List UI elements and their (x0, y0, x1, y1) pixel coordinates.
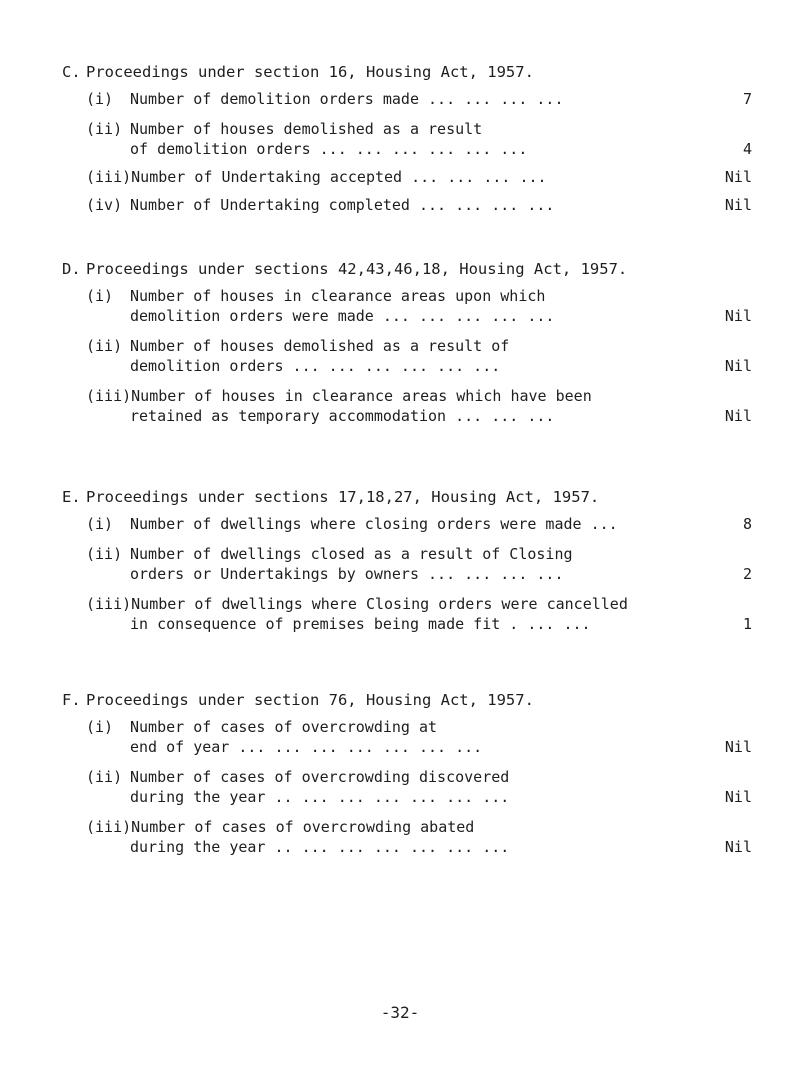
item-text: Number of cases of overcrowding abated (131, 818, 475, 836)
item-text: Number of dwellings where Closing orders were cancelled (131, 595, 628, 613)
item-text: orders or Undertakings by owners ... ... ... ... (130, 565, 564, 583)
item-text: Number of dwellings where closing orders were made ... (130, 515, 618, 533)
item-number: (iii) (86, 168, 132, 186)
section-heading (62, 59, 752, 85)
item-text: Number of cases of overcrowding discovered (130, 768, 510, 786)
item-text: retained as temporary accommodation ... ... ... (130, 407, 555, 425)
item-number: (iv) (86, 196, 123, 214)
item-value: 1 (742, 615, 752, 633)
item-value: Nil (724, 307, 752, 325)
list-item (62, 544, 752, 584)
item-value: Nil (724, 168, 752, 186)
item-number: (ii) (86, 337, 123, 355)
list-item (62, 195, 752, 215)
list-item (62, 817, 752, 857)
item-text: end of year ... ... ... ... ... ... ... (130, 738, 483, 756)
item-number: (i) (86, 90, 114, 108)
item-text: Number of Undertaking completed ... ... ... ... (130, 196, 555, 214)
item-value: Nil (724, 788, 752, 806)
section-letter: E. (62, 488, 81, 506)
item-value: Nil (724, 357, 752, 375)
page-number: -32- (380, 1003, 420, 1022)
item-value: Nil (724, 738, 752, 756)
section-letter: D. (62, 260, 81, 278)
item-value: 8 (742, 515, 752, 533)
section-f (62, 687, 752, 857)
section-letter: C. (62, 63, 81, 81)
item-text: demolition orders ... ... ... ... ... ... (130, 357, 501, 375)
section-e (62, 484, 752, 634)
item-text: Number of cases of overcrowding at (130, 718, 438, 736)
item-number: (i) (86, 515, 114, 533)
section-letter: F. (62, 691, 81, 709)
item-text: Number of Undertaking accepted ... ... ... ... (131, 168, 547, 186)
item-number: (iii) (86, 818, 132, 836)
section-heading (62, 687, 752, 713)
item-number: (ii) (86, 120, 123, 138)
item-value: Nil (724, 407, 752, 425)
item-value: 4 (742, 140, 752, 158)
item-value: 2 (742, 565, 752, 583)
item-number: (ii) (86, 545, 123, 563)
section-title: Proceedings under sections 42,43,46,18, Housing Act, 1957. (86, 260, 628, 278)
list-item (62, 767, 752, 807)
list-item (62, 386, 752, 426)
item-text: Number of dwellings closed as a result of Closing (130, 545, 573, 563)
item-value: Nil (724, 838, 752, 856)
item-number: (ii) (86, 768, 123, 786)
item-text: of demolition orders ... ... ... ... ... ... (130, 140, 528, 158)
list-item (62, 286, 752, 326)
item-text: Number of houses in clearance areas upon which (130, 287, 546, 305)
item-text: in consequence of premises being made fit . ... ... (130, 615, 591, 633)
item-text: Number of houses demolished as a result of (130, 337, 510, 355)
list-item (62, 336, 752, 376)
list-item (62, 89, 752, 109)
item-text: during the year .. ... ... ... ... ... ... (130, 838, 510, 856)
section-c (62, 59, 752, 215)
item-text: Number of houses in clearance areas which have been (131, 387, 592, 405)
item-text: Number of houses demolished as a result (130, 120, 483, 138)
item-number: (i) (86, 718, 114, 736)
list-item (62, 717, 752, 757)
section-title: Proceedings under section 16, Housing Act, 1957. (86, 63, 534, 81)
list-item (62, 594, 752, 634)
item-text: demolition orders were made ... ... ... ... ... (130, 307, 555, 325)
section-d (62, 256, 752, 426)
section-title: Proceedings under section 76, Housing Act, 1957. (86, 691, 534, 709)
section-title: Proceedings under sections 17,18,27, Housing Act, 1957. (86, 488, 600, 506)
section-heading (62, 256, 752, 282)
list-item (62, 514, 752, 534)
item-number: (iii) (86, 387, 132, 405)
item-number: (iii) (86, 595, 132, 613)
list-item (62, 167, 752, 187)
item-value: 7 (742, 90, 752, 108)
item-text: Number of demolition orders made ... ... ... ... (130, 90, 564, 108)
item-text: during the year .. ... ... ... ... ... ... (130, 788, 510, 806)
item-number: (i) (86, 287, 114, 305)
section-heading (62, 484, 752, 510)
list-item (62, 119, 752, 159)
item-value: Nil (724, 196, 752, 214)
